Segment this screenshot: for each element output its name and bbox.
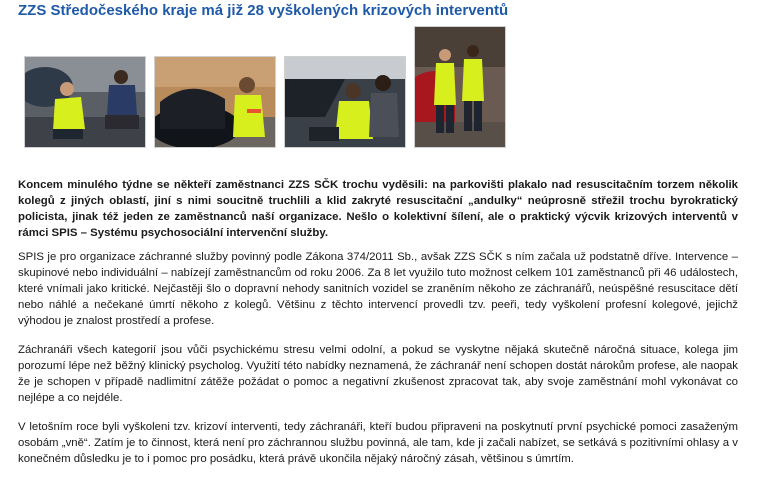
photo-car-crash[interactable] [154, 56, 276, 148]
photo-rescuer-comforting[interactable] [284, 56, 406, 148]
article-title: ZZS Středočeského kraje má již 28 vyškolených krizových interventů [18, 2, 509, 19]
photo-rescuer-comforting-icon [285, 57, 405, 147]
article-paragraph-1: SPIS je pro organizace záchranné služby povinný podle Zákona 374/2011 Sb., avšak ZZS SČK s ním začala už podstatně dříve. Intervence – skupinové nebo individuální – nabízejí zaměstnancům od roku 2006. Za 8 let využilo tuto možnost celkem 101 zaměstnanců při 46 událostech, které vnímali jako kritické. Nejčastěji šlo o dopravní nehody sanitních vozidel se zraněním někoho ze záchranářů, neúspěšné resuscitace dětí nebo náhlé a nečekané úmrtí někoho z kolegů. Většinu z těchto intervencí provedli tzv. peeři, tedy vyškolení profesní kolegové, jejichž výhodou je znalost prostředí a profese. [18, 251, 738, 327]
photo-rescuer-kneeling[interactable] [24, 56, 146, 148]
photo-two-rescuers-icon [415, 27, 505, 147]
article-lead: Koncem minulého týdne se někteří zaměstnanci ZZS SČK trochu vyděsili: na parkovišti plakalo nad resuscitačním torzem několik kolegů z jiných oblastí, jiní s nimi soucitně truchlili a klid zakryté resuscitační „andulky“ neúprosně střežil trochu byrokratický policista, jinak též jeden ze zaměstnanců naší organizace. Nešlo o kolektivní šílení, ale o praktický výcvik krizových interventů v rámci SPIS – Systému psychosociální intervenční služby. [18, 179, 738, 239]
photo-rescuer-kneeling-icon [25, 57, 145, 147]
photo-car-crash-icon [155, 57, 275, 147]
article-paragraph-3: V letošním roce byli vyškoleni tzv. krizoví interventi, tedy záchranáři, kteří budou připraveni na poskytnutí první psychické pomoci zasaženým osobám „vně“. Zatím je to činnost, která není pro záchrannou službu povinná, ale tam, kde ji začali nabízet, se setkává s pozitivními ohlasy a v konečném důsledku je to i pomoc pro posádku, která právě ukončila nějaký náročný zásah, většinou s úmrtím. [18, 421, 738, 465]
article-paragraph-2: Záchranáři všech kategorií jsou vůči psychickému stresu velmi odolní, a pokud se vyskytne nějaká skutečně náročná situace, kolega jim porozumí lépe než běžný klinický psycholog. Využití této nabídky neznamená, že záchranář není schopen dostát nárokům profese, ale naopak že je schopen v případě nadlimitní zátěže požádat o pomoc a negativní zkušenost zpracovat tak, aby svoje zaměstnání mohl vykonávat co nejlépe a co nejdéle. [18, 344, 738, 404]
photo-two-rescuers[interactable] [414, 26, 506, 148]
